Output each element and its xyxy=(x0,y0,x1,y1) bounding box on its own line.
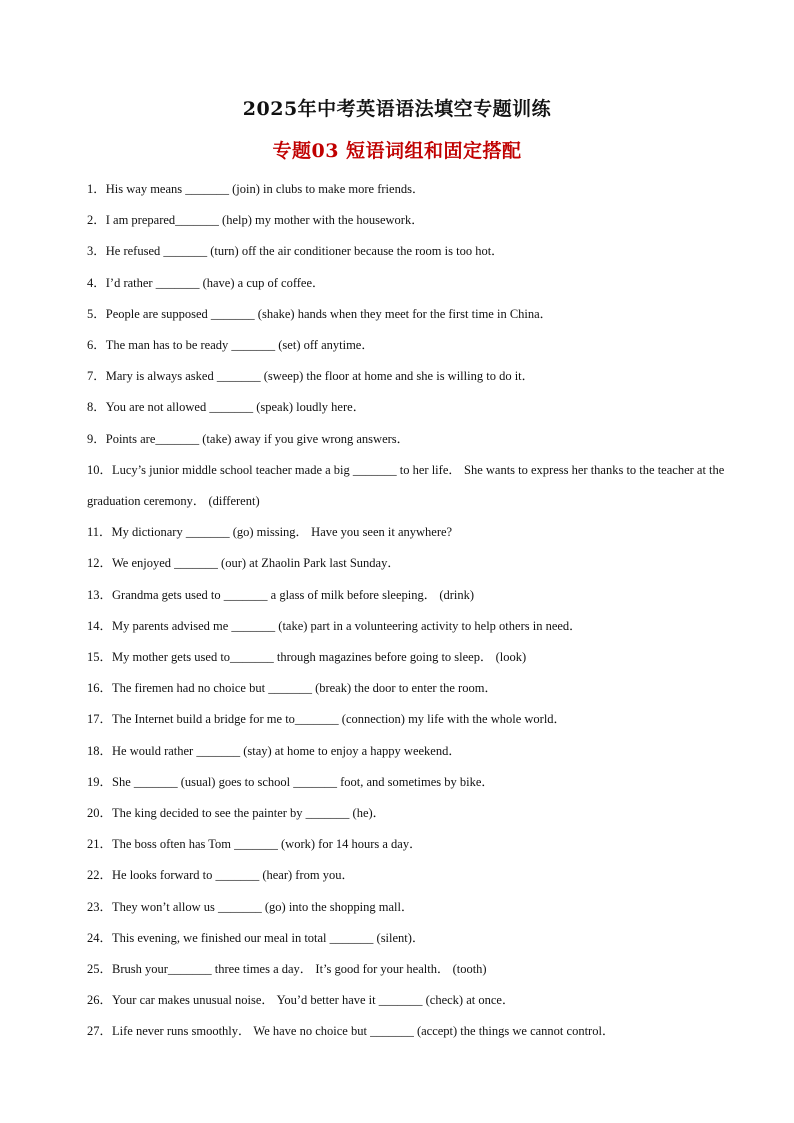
question-item: 5．People are supposed _______ (shake) hands when they meet for the first time in China． xyxy=(87,306,553,321)
question-item: 14．My parents advised me _______ (take) part in a volunteering activity to help others in need． xyxy=(87,618,582,633)
question-item: 24．This evening, we finished our meal in total _______ (silent)． xyxy=(87,930,425,945)
question-item: 23．They won’t allow us _______ (go) into the shopping mall． xyxy=(87,899,414,914)
document-title: 2025年中考英语语法填空专题训练 xyxy=(242,98,552,120)
document-subtitle: 专题03 短语词组和固定搭配 xyxy=(272,140,522,162)
question-item: 25．Brush your_______ three times a day． It’s good for your health． (tooth) xyxy=(87,962,487,977)
question-item: 9．Points are_______ (take) away if you give wrong answers． xyxy=(87,431,410,446)
question-item: 13．Grandma gets used to _______ a glass of milk before sleeping． (drink) xyxy=(87,587,475,602)
question-item: 11．My dictionary _______ (go) missing． Have you seen it anywhere? xyxy=(87,525,453,540)
question-item: 17．The Internet build a bridge for me to_______ (connection) my life with the whole world． xyxy=(87,712,567,727)
question-item: 22．He looks forward to _______ (hear) from you． xyxy=(87,868,354,883)
question-item: 8．You are not allowed _______ (speak) loudly here． xyxy=(87,400,366,415)
question-item: 20．The king decided to see the painter by _______ (he)． xyxy=(87,806,386,821)
question-item: 1．His way means _______ (join) in clubs to make more friends． xyxy=(87,182,425,196)
question-item: 4．I’d rather _______ (have) a cup of coffee． xyxy=(87,275,325,290)
question-item: 15．My mother gets used to_______ through magazines before going to sleep． (look) xyxy=(87,650,527,665)
question-item: 18．He would rather _______ (stay) at home to enjoy a happy weekend． xyxy=(87,743,461,758)
question-item: 12．We enjoyed _______ (our) at Zhaolin Park last Sunday． xyxy=(87,556,400,571)
question-item: 16．The firemen had no choice but _______ (break) the door to enter the room． xyxy=(87,681,497,696)
question-item: 10．Lucy’s junior middle school teacher made a big _______ to her life． She wants to express her thanks to the teacher at the graduation ceremony． (different) xyxy=(87,462,725,509)
question-list xyxy=(87,174,727,1048)
question-item: 7．Mary is always asked _______ (sweep) the floor at home and she is willing to do it． xyxy=(87,369,535,384)
question-item: 6．The man has to be ready _______ (set) off anytime． xyxy=(87,338,374,353)
question-item: 21．The boss often has Tom _______ (work) for 14 hours a day． xyxy=(87,837,422,852)
question-item: 19．She _______ (usual) goes to school _______ foot, and sometimes by bike． xyxy=(87,774,494,789)
question-item: 3．He refused _______ (turn) off the air conditioner because the room is too hot． xyxy=(87,244,504,259)
question-item: 26．Your car makes unusual noise． You’d better have it _______ (check) at once． xyxy=(87,993,515,1008)
question-item: 2．I am prepared_______ (help) my mother with the housework． xyxy=(87,213,424,228)
question-item: 27．Life never runs smoothly． We have no choice but _______ (accept) the things we cannot control． xyxy=(87,1024,615,1039)
